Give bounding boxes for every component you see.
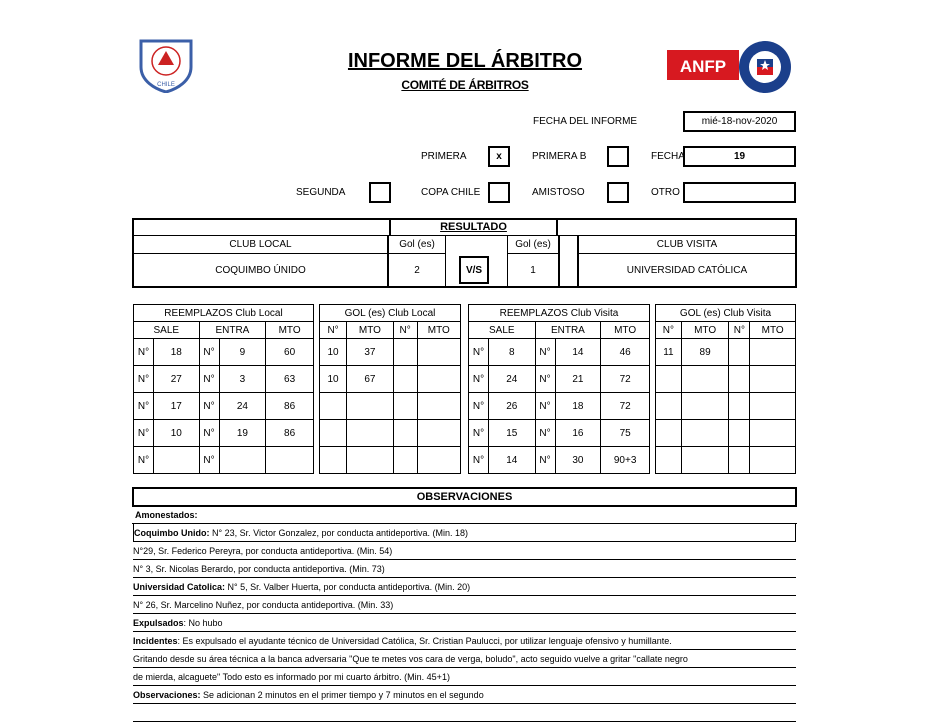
mto-cell: 90+3 xyxy=(601,447,650,474)
m-cell xyxy=(417,339,460,366)
n-cell: 11 xyxy=(656,339,682,366)
n-cell xyxy=(393,447,417,474)
m-cell: 67 xyxy=(347,366,394,393)
no-cell: N° xyxy=(199,420,219,447)
table-row xyxy=(320,420,461,447)
col-mto: MTO xyxy=(266,322,314,339)
goles-visita-value: 1 xyxy=(507,254,558,286)
table-row xyxy=(134,366,314,393)
table-row xyxy=(656,393,796,420)
no-cell: N° xyxy=(469,447,489,474)
no-cell: N° xyxy=(199,339,219,366)
club-visita-label: CLUB VISITA xyxy=(579,236,795,254)
observation-line-text: Se adicionan 2 minutos en el primer tiempo y 7 minutos en el segundo xyxy=(200,690,484,700)
m-cell: 89 xyxy=(681,339,729,366)
mto-cell: 75 xyxy=(601,420,650,447)
n-cell xyxy=(393,420,417,447)
sale-cell: 24 xyxy=(488,366,535,393)
observation-line xyxy=(133,596,796,614)
observation-line xyxy=(133,704,796,722)
m-cell xyxy=(681,366,729,393)
n-cell xyxy=(729,447,750,474)
fecha-field[interactable]: 19 xyxy=(683,146,796,167)
table-row xyxy=(320,393,461,420)
club-local-label: CLUB LOCAL xyxy=(134,236,387,254)
sale-cell: 14 xyxy=(488,447,535,474)
observation-line xyxy=(133,632,796,650)
n-cell xyxy=(393,366,417,393)
n-cell xyxy=(729,420,750,447)
entra-cell: 24 xyxy=(219,393,266,420)
col-mto: MTO xyxy=(750,322,796,339)
no-cell: N° xyxy=(535,366,555,393)
observation-line xyxy=(133,614,796,632)
copa-chile-label: COPA CHILE xyxy=(421,187,481,198)
observation-line-text: N° 5, Sr. Valber Huerta, por conducta antideportiva. (Min. 20) xyxy=(225,582,471,592)
entra-cell: 3 xyxy=(219,366,266,393)
table-row xyxy=(656,447,796,474)
n-cell xyxy=(656,393,682,420)
reemplazos-local-title: REEMPLAZOS Club Local xyxy=(134,305,314,322)
page-subtitle xyxy=(0,78,930,92)
amistoso-checkbox[interactable] xyxy=(607,182,629,203)
no-cell: N° xyxy=(535,420,555,447)
table-row xyxy=(469,447,650,474)
amonestados-label: Amonestados: xyxy=(135,510,198,520)
sale-cell xyxy=(153,447,199,474)
goles-local-value: 2 xyxy=(389,254,446,286)
table-row xyxy=(469,420,650,447)
table-row xyxy=(469,366,650,393)
table-row xyxy=(656,420,796,447)
mto-cell: 60 xyxy=(266,339,314,366)
reemplazos-visita-table xyxy=(468,304,650,474)
n-cell xyxy=(320,447,347,474)
table-row xyxy=(134,339,314,366)
mto-cell: 86 xyxy=(266,393,314,420)
sale-cell: 15 xyxy=(488,420,535,447)
no-cell: N° xyxy=(469,420,489,447)
entra-cell: 16 xyxy=(555,420,601,447)
observation-line-text: N° 23, Sr. Victor Gonzalez, por conducta antideportiva. (Min. 18) xyxy=(209,528,469,538)
table-row xyxy=(320,447,461,474)
resultado-title-text: RESULTADO xyxy=(440,220,507,233)
col-mto: MTO xyxy=(601,322,650,339)
amistoso-label: AMISTOSO xyxy=(532,187,585,198)
observation-line xyxy=(133,668,796,686)
m-cell xyxy=(750,339,796,366)
goles-visita-table xyxy=(655,304,796,474)
primera-b-label: PRIMERA B xyxy=(532,151,587,162)
page-subtitle-text: COMITÉ DE ÁRBITROS xyxy=(401,78,529,92)
no-cell: N° xyxy=(535,393,555,420)
m-cell xyxy=(347,447,394,474)
sale-cell: 26 xyxy=(488,393,535,420)
vs-box: V/S xyxy=(459,256,489,284)
no-cell: N° xyxy=(199,447,219,474)
reemplazos-visita-title: REEMPLAZOS Club Visita xyxy=(469,305,650,322)
sale-cell: 18 xyxy=(153,339,199,366)
m-cell xyxy=(750,447,796,474)
table-row xyxy=(134,420,314,447)
n-cell: 10 xyxy=(320,366,347,393)
sale-cell: 27 xyxy=(153,366,199,393)
col-entra: ENTRA xyxy=(199,322,266,339)
m-cell xyxy=(417,366,460,393)
no-cell: N° xyxy=(134,393,154,420)
m-cell: 37 xyxy=(347,339,394,366)
mto-cell xyxy=(266,447,314,474)
fecha-informe-field[interactable]: mié-18-nov-2020 xyxy=(683,111,796,132)
entra-cell: 18 xyxy=(555,393,601,420)
n-cell xyxy=(656,366,682,393)
mto-cell: 72 xyxy=(601,393,650,420)
col-entra: ENTRA xyxy=(535,322,601,339)
primera-label: PRIMERA xyxy=(421,151,467,162)
col-no: N° xyxy=(729,322,750,339)
col-no: N° xyxy=(320,322,347,339)
sale-cell: 17 xyxy=(153,393,199,420)
col-mto: MTO xyxy=(347,322,394,339)
entra-cell: 19 xyxy=(219,420,266,447)
entra-cell: 9 xyxy=(219,339,266,366)
observation-line-text: : No hubo xyxy=(183,618,223,628)
n-cell xyxy=(320,420,347,447)
no-cell: N° xyxy=(134,420,154,447)
n-cell xyxy=(729,393,750,420)
resultado-title xyxy=(389,218,558,235)
goles-visita-title: GOL (es) Club Visita xyxy=(656,305,796,322)
mto-cell: 86 xyxy=(266,420,314,447)
no-cell: N° xyxy=(199,366,219,393)
n-cell xyxy=(656,420,682,447)
observation-line xyxy=(133,560,796,578)
n-cell xyxy=(729,339,750,366)
observation-line-text: : Es expulsado el ayudante técnico de Universidad Católica, Sr. Cristian Paulucci, por utilizar lenguaje ofensivo y humillante. xyxy=(177,636,672,646)
no-cell: N° xyxy=(134,339,154,366)
primera-checkbox[interactable]: x xyxy=(488,146,510,167)
no-cell: N° xyxy=(199,393,219,420)
mto-cell: 72 xyxy=(601,366,650,393)
reemplazos-local-table xyxy=(133,304,314,474)
segunda-checkbox[interactable] xyxy=(369,182,391,203)
sale-cell: 10 xyxy=(153,420,199,447)
table-row xyxy=(134,447,314,474)
observation-line-label: Expulsados xyxy=(133,618,184,628)
no-cell: N° xyxy=(469,366,489,393)
observation-line-text: N° 3, Sr. Nicolas Berardo, por conducta antideportiva. (Min. 73) xyxy=(133,564,385,574)
table-row xyxy=(320,366,461,393)
n-cell xyxy=(393,339,417,366)
left-logo-text: CHILE xyxy=(157,82,175,88)
observation-line-text: N°29, Sr. Federico Pereyra, por conducta antideportiva. (Min. 54) xyxy=(133,546,393,556)
no-cell: N° xyxy=(134,447,154,474)
col-mto: MTO xyxy=(681,322,729,339)
observation-line-label: Universidad Catolica: xyxy=(133,582,226,592)
no-cell: N° xyxy=(469,393,489,420)
club-visita-name: UNIVERSIDAD CATÓLICA xyxy=(626,264,748,276)
observation-line-label: Observaciones: xyxy=(133,690,201,700)
m-cell xyxy=(347,420,394,447)
no-cell: N° xyxy=(134,366,154,393)
entra-cell: 30 xyxy=(555,447,601,474)
m-cell xyxy=(750,393,796,420)
entra-cell: 14 xyxy=(555,339,601,366)
fecha-label: FECHA xyxy=(651,151,685,162)
entra-cell xyxy=(219,447,266,474)
observation-line xyxy=(133,650,796,668)
no-cell: N° xyxy=(535,447,555,474)
observation-line xyxy=(133,578,796,596)
observation-line-label: Coquimbo Unido: xyxy=(134,528,210,538)
copa-chile-checkbox[interactable] xyxy=(488,182,510,203)
observation-line xyxy=(133,542,796,560)
table-row xyxy=(656,366,796,393)
observation-line-text: N° 26, Sr. Marcelino Nuñez, por conducta antideportiva. (Min. 33) xyxy=(133,600,394,610)
gol-visita-label: Gol (es) xyxy=(507,236,558,254)
table-row xyxy=(469,339,650,366)
mto-cell: 46 xyxy=(601,339,650,366)
club-local-name: COQUIMBO ÚNIDO xyxy=(215,264,306,276)
fecha-informe-label: FECHA DEL INFORME xyxy=(533,116,638,127)
col-no: N° xyxy=(393,322,417,339)
m-cell xyxy=(681,447,729,474)
m-cell xyxy=(347,393,394,420)
table-row xyxy=(656,339,796,366)
segunda-label: SEGUNDA xyxy=(296,187,346,198)
m-cell xyxy=(417,420,460,447)
col-no: N° xyxy=(656,322,682,339)
resultado-vline-2 xyxy=(558,236,560,286)
table-row xyxy=(134,393,314,420)
mto-cell: 63 xyxy=(266,366,314,393)
n-cell: 10 xyxy=(320,339,347,366)
otro-field[interactable] xyxy=(683,182,796,203)
primera-b-checkbox[interactable] xyxy=(607,146,629,167)
goles-local-title: GOL (es) Club Local xyxy=(320,305,461,322)
col-sale: SALE xyxy=(134,322,200,339)
m-cell xyxy=(681,420,729,447)
m-cell xyxy=(750,420,796,447)
col-sale: SALE xyxy=(469,322,536,339)
m-cell xyxy=(417,393,460,420)
observation-line xyxy=(133,524,796,542)
col-mto: MTO xyxy=(417,322,460,339)
page-title-text: INFORME DEL ÁRBITRO xyxy=(347,50,583,72)
otro-label: OTRO xyxy=(651,187,680,198)
observation-line-text: Gritando desde su área técnica a la banca adversaria "Que te metes vos cara de verga, boludo", acto seguido vuelve a gritar "callate negro xyxy=(133,654,688,664)
n-cell xyxy=(656,447,682,474)
no-cell: N° xyxy=(535,339,555,366)
table-row xyxy=(320,339,461,366)
table-row xyxy=(469,393,650,420)
observation-line-label: Incidentes xyxy=(133,636,178,646)
sale-cell: 8 xyxy=(488,339,535,366)
m-cell xyxy=(417,447,460,474)
no-cell: N° xyxy=(469,339,489,366)
m-cell xyxy=(750,366,796,393)
right-logo-text: ANFP xyxy=(679,57,727,76)
entra-cell: 21 xyxy=(555,366,601,393)
n-cell xyxy=(729,366,750,393)
n-cell xyxy=(320,393,347,420)
observation-line-text: de mierda, alcaguete" Todo esto es informado por mi cuarto árbitro. (Min. 45+1) xyxy=(133,672,450,682)
goles-local-table xyxy=(319,304,461,474)
gol-local-label: Gol (es) xyxy=(389,236,446,254)
observaciones-title: OBSERVACIONES xyxy=(132,487,797,507)
observation-line xyxy=(133,686,796,704)
n-cell xyxy=(393,393,417,420)
page-title xyxy=(0,50,930,73)
m-cell xyxy=(681,393,729,420)
